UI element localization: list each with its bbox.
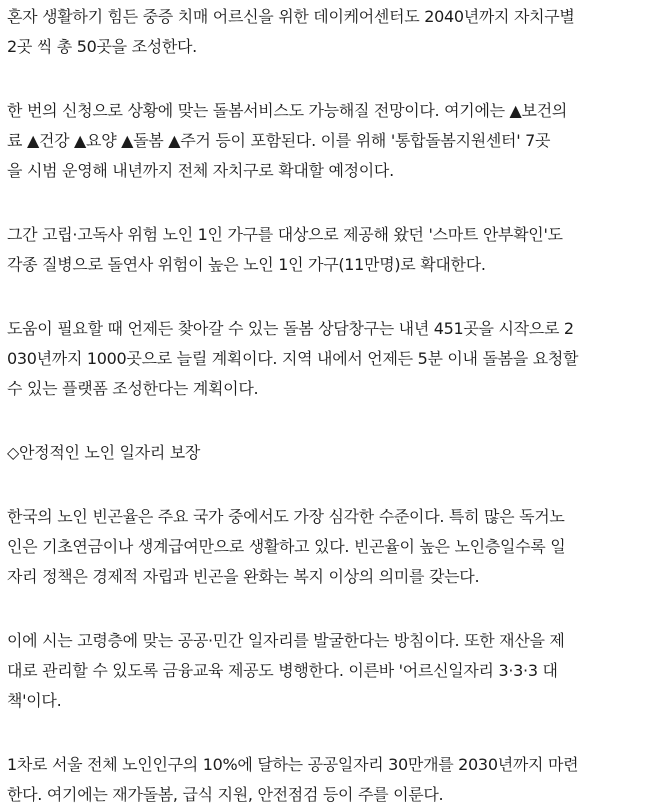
paragraph-dementia-daycare (7, 2, 657, 62)
text-line: 그간 고립·고독사 위험 노인 1인 가구를 대상으로 제공해 왔던 '스마트 안부확인'도 (7, 225, 563, 244)
article-body (7, 2, 657, 810)
text-line: 이에 시는 고령층에 맞는 공공·민간 일자리를 발굴한다는 방침이다. 또한 재산을 제 (7, 631, 565, 650)
text-line: 030년까지 1000곳으로 늘릴 계획이다. 지역 내에서 언제든 5분 이내 돌봄을 요청할 (7, 349, 579, 368)
text-line: 을 시범 운영해 내년까지 전체 자치구로 확대할 예정이다. (7, 161, 394, 180)
paragraph-smart-check (7, 220, 657, 280)
paragraph-poverty (7, 502, 657, 592)
paragraph-care-counter (7, 314, 657, 404)
text-line: 2곳 씩 총 50곳을 조성한다. (7, 37, 197, 56)
text-line: 자리 정책은 경제적 자립과 빈곤을 완화는 복지 이상의 의미를 갖는다. (7, 567, 480, 586)
section-heading: ◇안정적인 노인 일자리 보장 (7, 443, 201, 462)
paragraph-public-jobs (7, 750, 657, 810)
text-line: 혼자 생활하기 힘든 중증 치매 어르신을 위한 데이케어센터도 2040년까지 자치구별 (7, 7, 575, 26)
text-line: 도움이 필요할 때 언제든 찾아갈 수 있는 돌봄 상담창구는 내년 451곳을 시작으로 2 (7, 319, 574, 338)
text-line: 한 번의 신청으로 상황에 맞는 돌봄서비스도 가능해질 전망이다. 여기에는 ▲보건의 (7, 101, 568, 120)
text-line: 료 ▲건강 ▲요양 ▲돌봄 ▲주거 등이 포함된다. 이를 위해 '통합돌봄지원센터' 7곳 (7, 131, 551, 150)
text-line: 책'이다. (7, 691, 62, 710)
section-heading-jobs (7, 438, 657, 468)
text-line: 대로 관리할 수 있도록 금융교육 제공도 병행한다. 이른바 '어르신일자리 3·3·3 대 (7, 661, 558, 680)
text-line: 각종 질병으로 돌연사 위험이 높은 노인 1인 가구(11만명)로 확대한다. (7, 255, 486, 274)
text-line: 1차로 서울 전체 노인인구의 10%에 달하는 공공일자리 30만개를 2030년까지 마련 (7, 755, 579, 774)
text-line: 한다. 여기에는 재가돌봄, 급식 지원, 안전점검 등이 주를 이룬다. (7, 785, 444, 804)
paragraph-integrated-care (7, 96, 657, 186)
text-line: 수 있는 플랫폼 조성한다는 계획이다. (7, 379, 259, 398)
paragraph-senior-jobs-policy (7, 626, 657, 716)
text-line: 한국의 노인 빈곤율은 주요 국가 중에서도 가장 심각한 수준이다. 특히 많은 독거노 (7, 507, 565, 526)
text-line: 인은 기초연금이나 생계급여만으로 생활하고 있다. 빈곤율이 높은 노인층일수록 일 (7, 537, 566, 556)
